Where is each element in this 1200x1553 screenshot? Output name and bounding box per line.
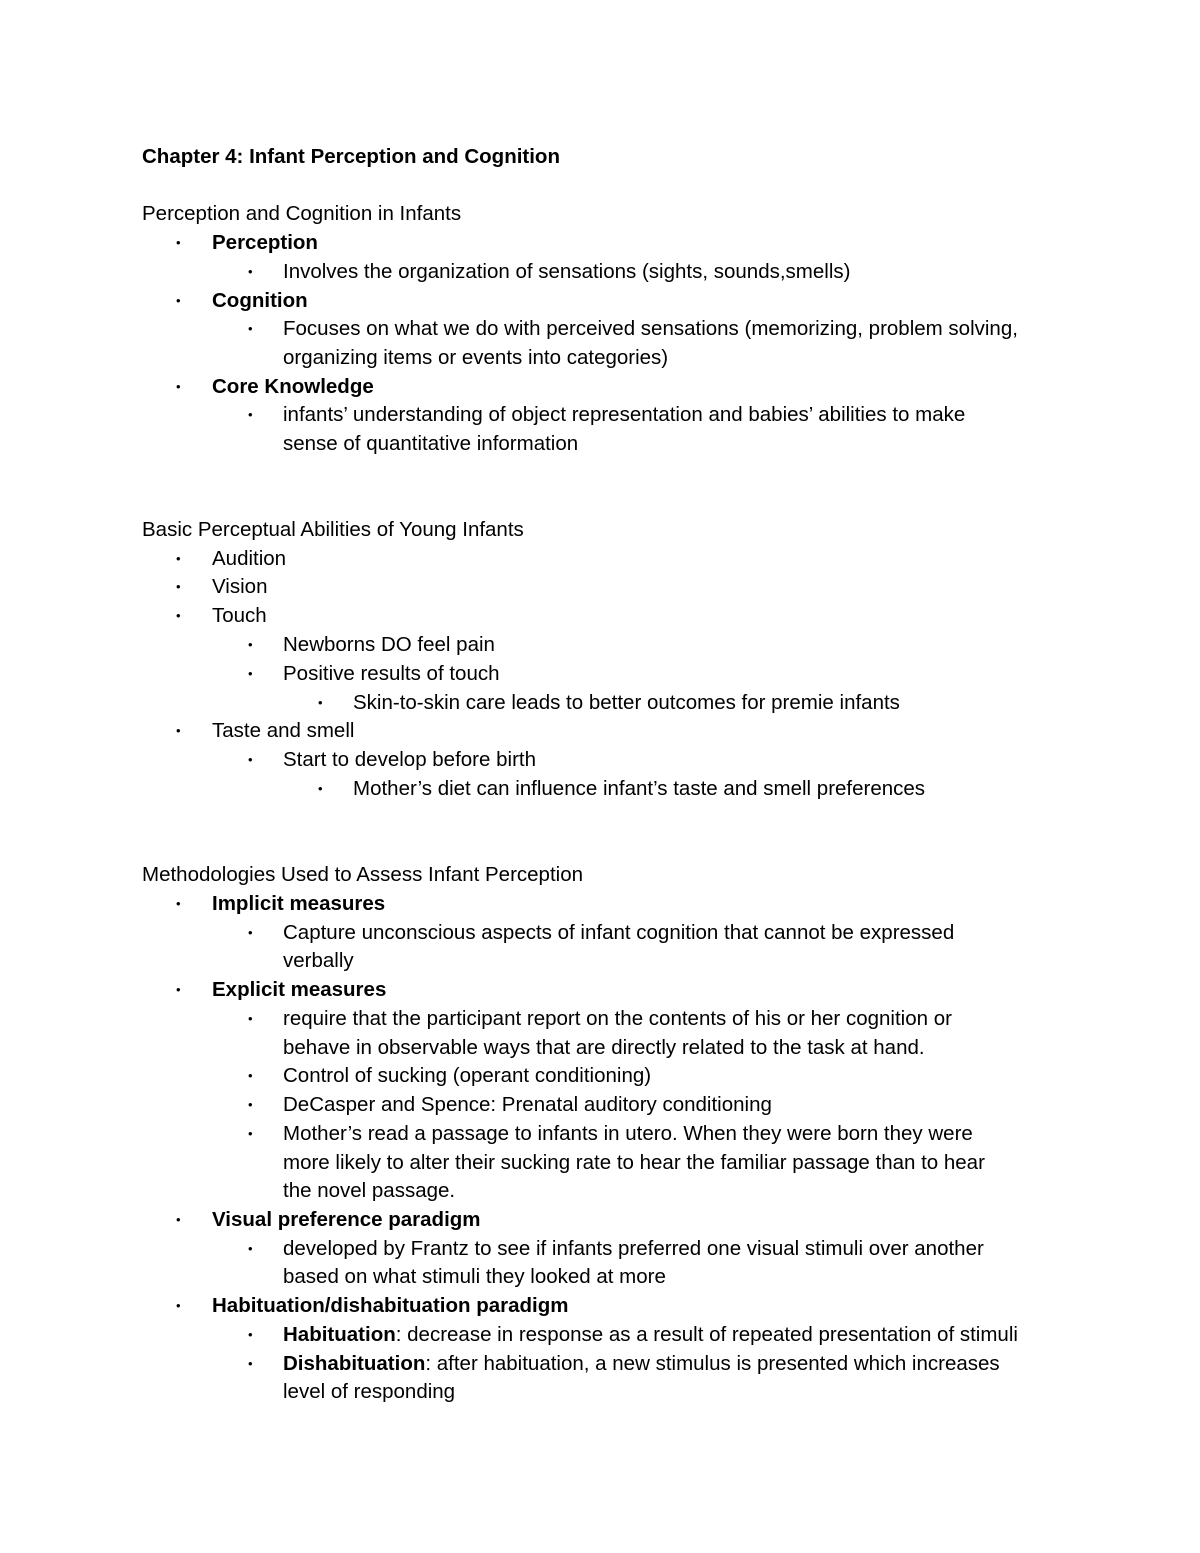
list-subitem-text: organizing items or events into categories) (283, 346, 669, 369)
list-subitem-text: infants’ understanding of object representation and babies’ abilities to make (283, 403, 966, 426)
bullet-icon: • (248, 1097, 253, 1112)
list-item-label: Implicit measures (212, 892, 386, 915)
section-heading: Basic Perceptual Abilities of Young Infants (142, 518, 524, 541)
term-definition: : decrease in response as a result of repeated presentation of stimuli (395, 1323, 1018, 1346)
list-subitem-text: more likely to alter their sucking rate to hear the familiar passage than to hear (283, 1151, 985, 1174)
bullet-icon: • (248, 1011, 253, 1026)
list-subitem-text: the novel passage. (283, 1179, 456, 1202)
bullet-icon: • (248, 666, 253, 681)
list-item-label: Core Knowledge (212, 375, 374, 398)
list-subitem-text: Start to develop before birth (283, 748, 536, 771)
list-subitem-text: Focuses on what we do with perceived sensations (memorizing, problem solving, (283, 317, 1018, 340)
list-subitem-text: level of responding (283, 1380, 456, 1403)
bullet-icon: • (248, 1068, 253, 1083)
bullet-icon: • (248, 1327, 253, 1342)
term-definition: : after habituation, a new stimulus is presented which increases (425, 1352, 1000, 1375)
term-habituation: Habituation (283, 1323, 396, 1346)
term-dishabituation: Dishabituation (283, 1352, 426, 1375)
list-item-label: Habituation/dishabituation paradigm (212, 1294, 569, 1317)
list-subitem-text: Involves the organization of sensations (sights, sounds,smells) (283, 260, 851, 283)
bullet-icon: • (248, 407, 253, 422)
bullet-icon: • (176, 379, 181, 394)
bullet-icon: • (176, 293, 181, 308)
list-subitem-text: Newborns DO feel pain (283, 633, 495, 656)
list-subsubitem-text: Skin-to-skin care leads to better outcomes for premie infants (353, 691, 900, 714)
bullet-icon: • (248, 637, 253, 652)
list-subitem-text: Positive results of touch (283, 662, 500, 685)
bullet-icon: • (176, 1298, 181, 1313)
list-subitem-text: developed by Frantz to see if infants preferred one visual stimuli over another (283, 1237, 984, 1260)
list-item-label: Vision (212, 575, 268, 598)
bullet-icon: • (176, 235, 181, 250)
bullet-icon: • (318, 695, 323, 710)
bullet-icon: • (248, 752, 253, 767)
bullet-icon: • (176, 723, 181, 738)
list-subitem-text: based on what stimuli they looked at more (283, 1265, 666, 1288)
bullet-icon: • (248, 1126, 253, 1141)
list-subitem-text: verbally (283, 949, 354, 972)
bullet-icon: • (176, 579, 181, 594)
list-subitem-text: Mother’s read a passage to infants in utero. When they were born they were (283, 1122, 973, 1145)
list-subitem-text: Capture unconscious aspects of infant cognition that cannot be expressed (283, 921, 955, 944)
bullet-icon: • (248, 321, 253, 336)
bullet-icon: • (176, 982, 181, 997)
list-subsubitem-text: Mother’s diet can influence infant’s taste and smell preferences (353, 777, 926, 800)
list-subitem-text: require that the participant report on the contents of his or her cognition or (283, 1007, 952, 1030)
bullet-icon: • (318, 781, 323, 796)
list-subitem-text: DeCasper and Spence: Prenatal auditory conditioning (283, 1093, 772, 1116)
bullet-icon: • (248, 1356, 253, 1371)
bullet-icon: • (248, 264, 253, 279)
list-item-label: Explicit measures (212, 978, 387, 1001)
bullet-icon: • (176, 551, 181, 566)
bullet-icon: • (176, 1212, 181, 1227)
list-item-label: Visual preference paradigm (212, 1208, 481, 1231)
list-item-label: Touch (212, 604, 267, 627)
bullet-icon: • (176, 896, 181, 911)
section-heading: Perception and Cognition in Infants (142, 202, 462, 225)
list-item-label: Perception (212, 231, 318, 254)
list-item-label: Cognition (212, 289, 308, 312)
bullet-icon: • (176, 608, 181, 623)
list-subitem-text: Control of sucking (operant conditioning) (283, 1064, 652, 1087)
list-subitem-text: sense of quantitative information (283, 432, 579, 455)
document-title: Chapter 4: Infant Perception and Cognition (142, 145, 560, 168)
bullet-icon: • (248, 925, 253, 940)
list-subitem-text (283, 1349, 1000, 1378)
section-heading: Methodologies Used to Assess Infant Perception (142, 863, 584, 886)
list-item-label: Taste and smell (212, 719, 355, 742)
list-subitem-text: behave in observable ways that are directly related to the task at hand. (283, 1036, 925, 1059)
bullet-icon: • (248, 1241, 253, 1256)
list-subitem-text (283, 1320, 1018, 1349)
list-item-label: Audition (212, 547, 287, 570)
